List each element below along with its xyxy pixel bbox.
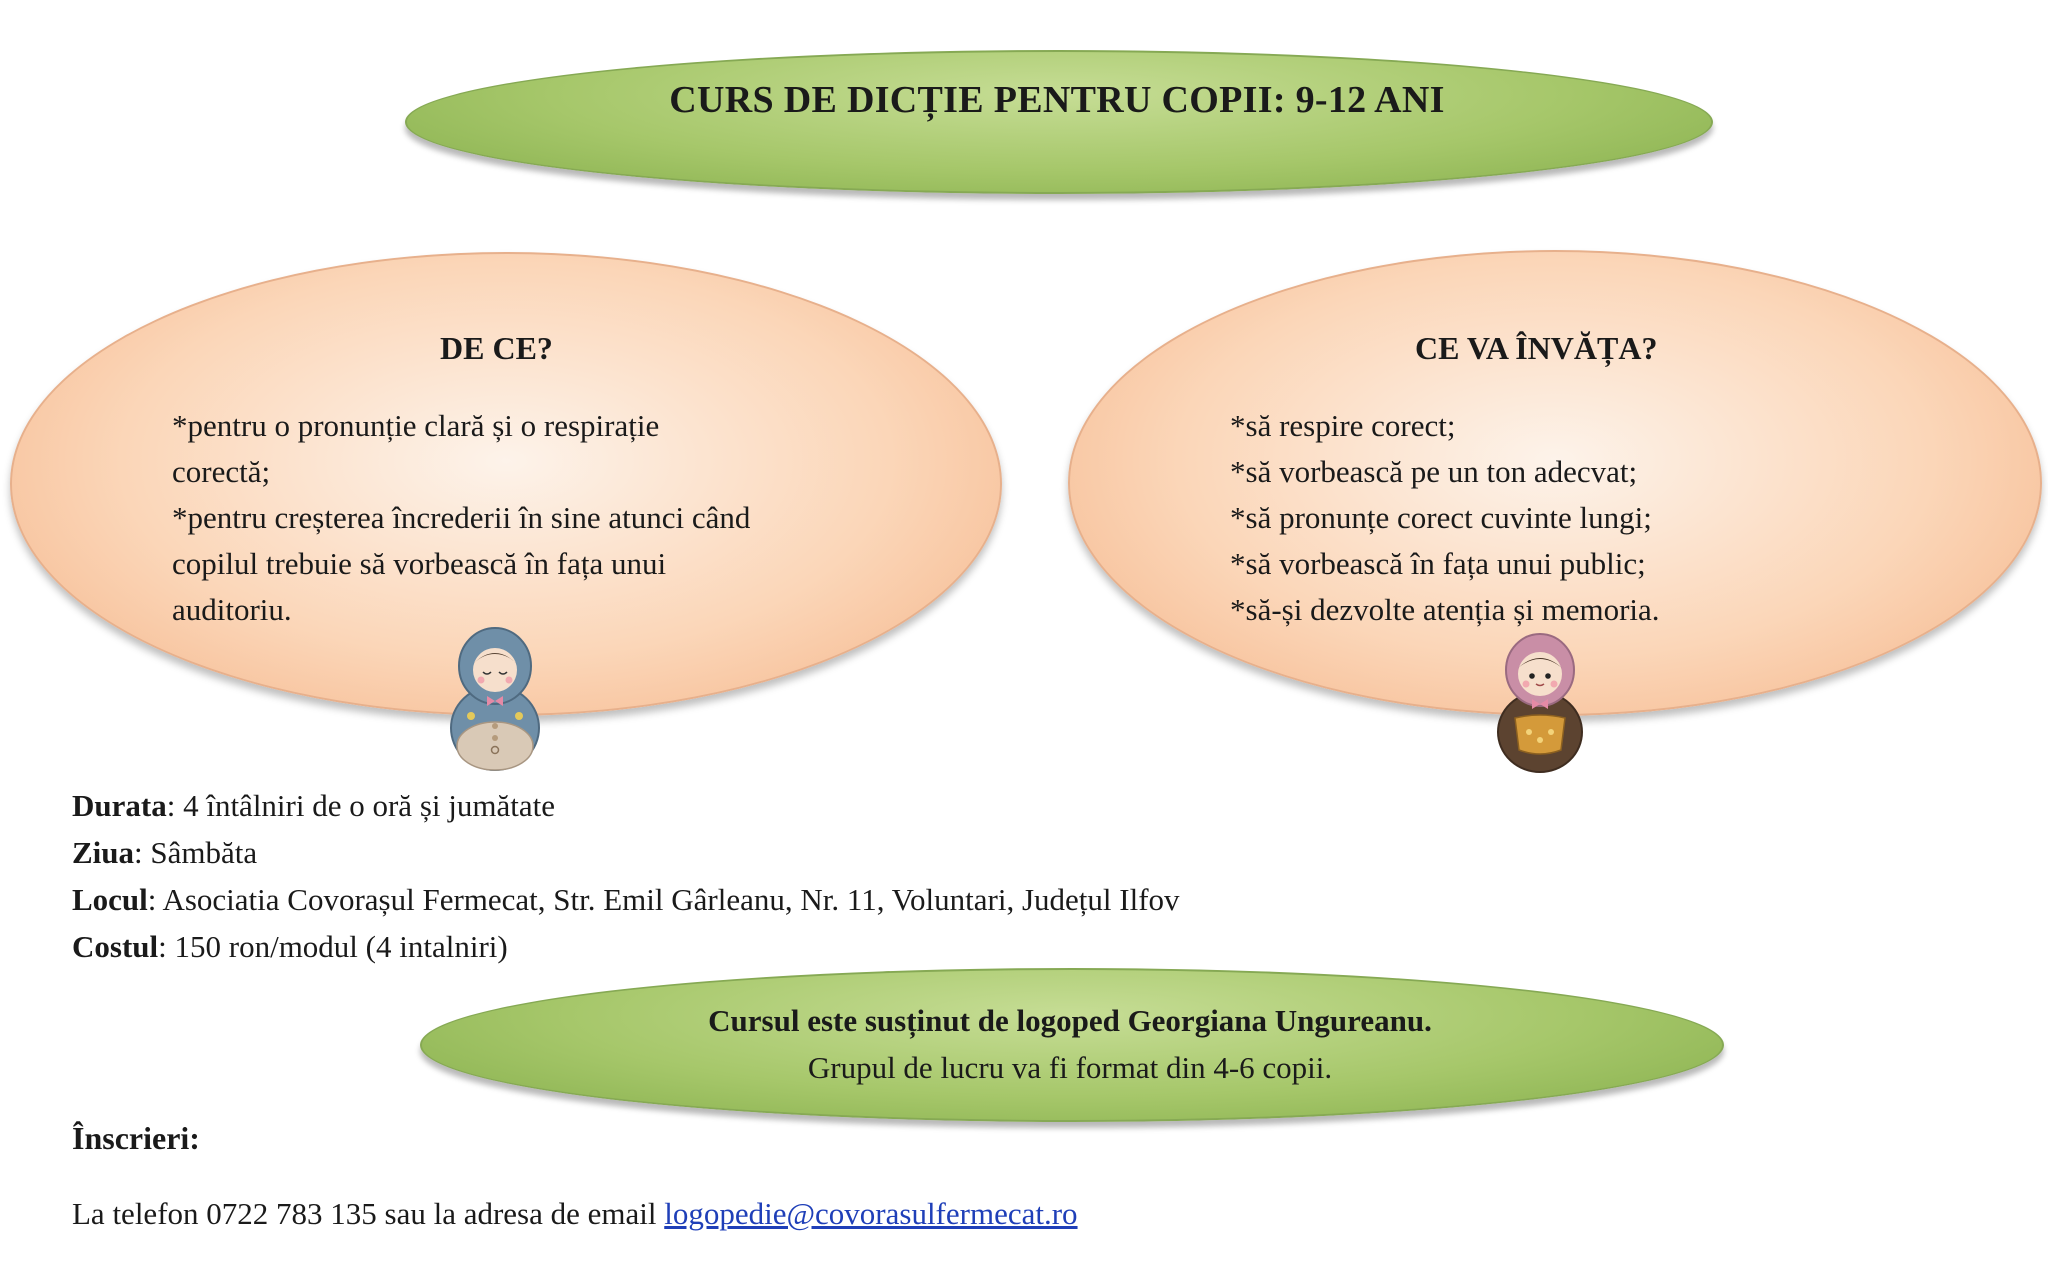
why-line: corectă; (172, 454, 271, 489)
duration-value: : 4 întâlniri de o oră și jumătate (166, 788, 555, 823)
duration-label: Durata (72, 788, 167, 823)
why-line: *pentru o pronunție clară și o respirație (172, 408, 660, 443)
group-size-line: Grupul de lucru va fi format din 4-6 copii. (807, 1050, 1333, 1085)
duration-row (72, 782, 1180, 829)
cost-label: Costul (72, 929, 159, 964)
location-row (72, 876, 1180, 923)
page-title: CURS DE DICȚIE PENTRU COPII: 9-12 ANI (669, 79, 1445, 121)
learn-heading: CE VA ÎNVĂȚA? (1415, 330, 1658, 366)
instructor-text (420, 997, 1720, 1091)
why-line: *pentru creșterea încrederii în sine atunci când (172, 500, 751, 535)
contact-text: La telefon 0722 783 135 sau la adresa de email (72, 1196, 665, 1231)
learn-line: *să vorbească în fața unui public; (1230, 546, 1646, 581)
contact-line (72, 1196, 1078, 1232)
day-label: Ziua (72, 835, 135, 870)
learn-text (1230, 403, 1790, 633)
learn-line: *să-și dezvolte atenția și memoria. (1230, 592, 1660, 627)
matryoshka-doll-blue-icon (447, 626, 543, 772)
day-row (72, 829, 1180, 876)
why-line: auditoriu. (172, 592, 292, 627)
signup-heading: Înscrieri: (72, 1120, 200, 1156)
location-value: : Asociatia Covorașul Fermecat, Str. Emil Gârleanu, Nr. 11, Voluntari, Județul Ilfov (147, 882, 1180, 917)
location-label: Locul (72, 882, 148, 917)
why-text (172, 403, 862, 633)
matryoshka-doll-pink-icon (1493, 632, 1587, 774)
cost-value: : 150 ron/modul (4 intalniri) (158, 929, 508, 964)
email-link[interactable]: logopedie@covorasulfermecat.ro (664, 1196, 1078, 1231)
why-heading: DE CE? (440, 330, 553, 366)
day-value: : Sâmbăta (134, 835, 258, 870)
learn-line: *să respire corect; (1230, 408, 1456, 443)
cost-row (72, 923, 1180, 970)
learn-line: *să pronunțe corect cuvinte lungi; (1230, 500, 1652, 535)
why-line: copilul trebuie să vorbească în fața unui (172, 546, 667, 581)
title-banner (405, 50, 1713, 194)
learn-line: *să vorbească pe un ton adecvat; (1230, 454, 1638, 489)
course-details (72, 782, 1180, 970)
instructor-line: Cursul este susținut de logoped Georgiana Ungureanu. (708, 1003, 1432, 1038)
